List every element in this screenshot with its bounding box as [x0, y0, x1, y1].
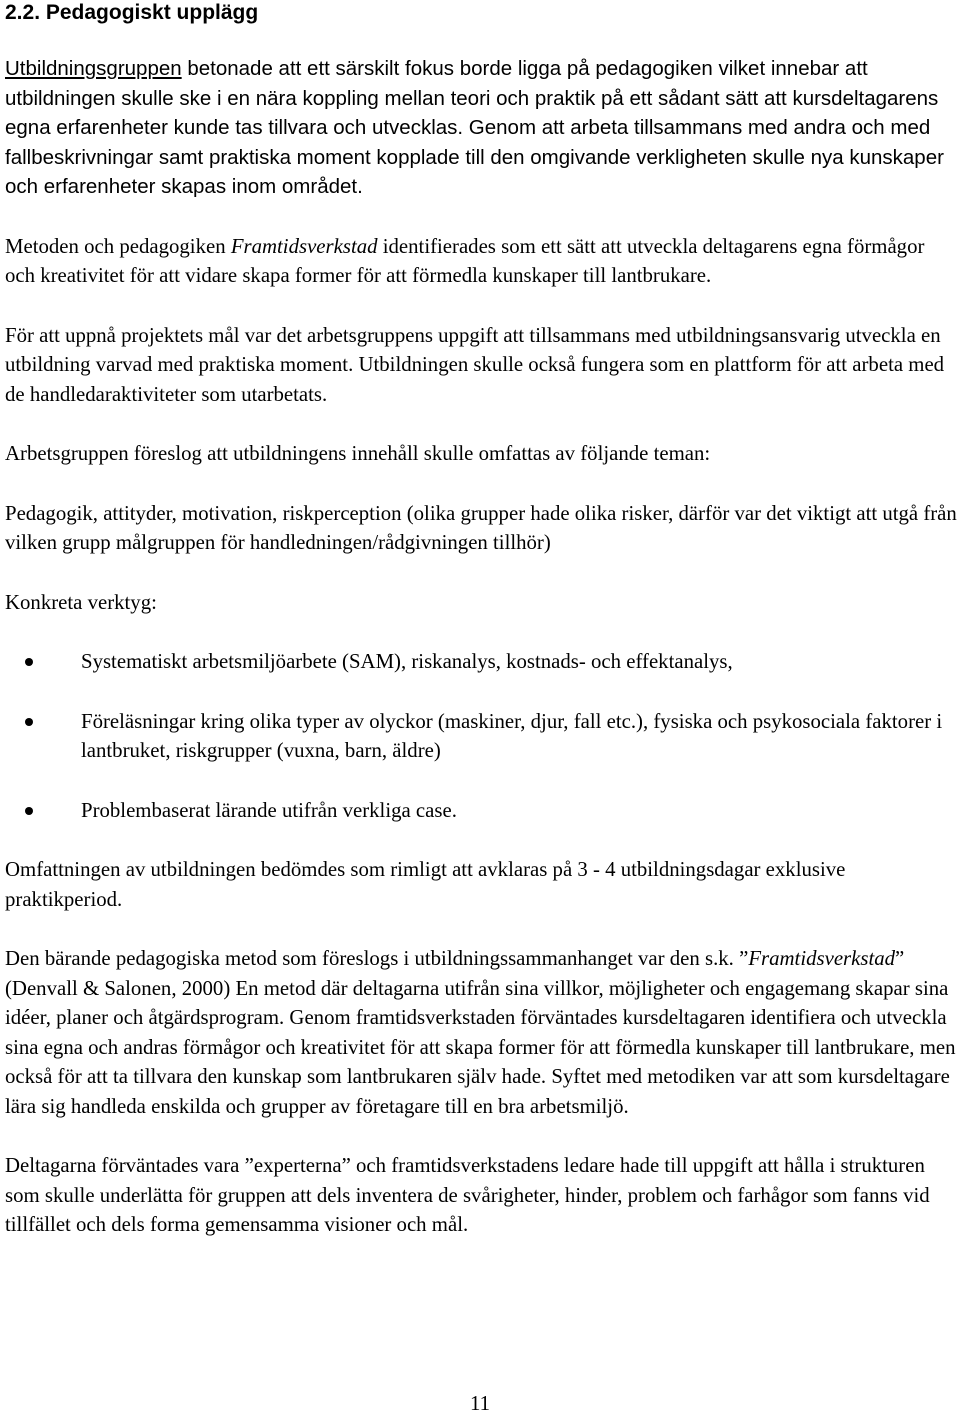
paragraph-method-text-b: identifierades som ett sätt att utveckla deltagarens egna förmågor och kreativitet för att vidare skapa former för att förmedla kunskaper till lantbrukare. — [5, 234, 925, 287]
paragraph-tools-label: Konkreta verktyg: — [5, 590, 157, 614]
paragraph-intro-text: betonade att ett särskilt fokus borde ligga på pedagogiken vilket innebar att utbildningen skulle ske i en nära koppling mellan teori och praktik på ett sådant sätt att kursdeltagarens egna erfarenheter kunde tas tillvara och utvecklas. Genom att arbeta tillsammans med andra och med fallbeskrivningar samt praktiska moment kopplade till den omgivande verkligheten skulle nya kunskaper och erfarenheter skapas inom området. — [5, 57, 944, 198]
bullet-icon — [25, 807, 33, 815]
paragraph-scope: Omfattningen av utbildningen bedömdes som rimligt att avklaras på 3 - 4 utbildningsdagar exklusive praktikperiod. — [5, 858, 846, 911]
list-item — [5, 647, 957, 677]
list-item-text: Systematiskt arbetsmiljöarbete (SAM), riskanalys, kostnads- och effektanalys, — [81, 650, 733, 673]
paragraph-participants: Deltagarna förväntades vara ”experterna” och framtidsverkstadens ledare hade till uppgift att hålla i strukturen som skulle underlätta för gruppen att dels inventera de svårigheter, hinder, problem och farhågor som fanns vid tillfället och dels forma gemensamma visioner och mål. — [5, 1154, 930, 1236]
list-item-text: Problembaserat lärande utifrån verkliga case. — [81, 798, 457, 822]
method-name: Framtidsverkstad — [230, 234, 378, 258]
list-item-text: Föreläsningar kring olika typer av olyckor (maskiner, djur, fall etc.), fysiska och psykosociala faktorer i lantbruket, riskgrupper (vuxna, barn, äldre) — [81, 709, 943, 762]
list-item — [5, 796, 957, 826]
list-item — [5, 707, 957, 766]
paragraph-method — [5, 232, 957, 291]
tools-list — [5, 647, 957, 825]
paragraph-pedagogy-text-a: Den bärande pedagogiska metod som föreslogs i utbildningssammanhanget var den s.k. ” — [5, 947, 749, 970]
paragraph-intro — [5, 54, 957, 202]
paragraph-goal: För att uppnå projektets mål var det arbetsgruppens uppgift att tillsammans med utbildningsansvarig utveckla en utbildning varvad med praktiska moment. Utbildningen skulle också fungera som en plattform för att arbeta med de handledaraktiviteter som utarbetats. — [5, 323, 945, 406]
document-page — [5, 0, 957, 1240]
bullet-icon — [25, 718, 33, 726]
section-heading: 2.2. Pedagogiskt upplägg — [5, 1, 259, 24]
page-number: 11 — [469, 1392, 491, 1415]
paragraph-pedagogy-text-b: ” (Denvall & Salonen, 2000) En metod där deltagarna utifrån sina villkor, möjligheter och engagemang skapar sina idéer, planer och åtgärdsprogram. Genom framtidsverkstaden förväntades kursdeltagaren identifiera och utveckla sina egna och andras förmågor och kreativitet för att skapa former för att förmedla kunskaper till lantbrukare, men också för att ta tillvara den kunskap som lantbrukaren själv hade. Syftet med metodiken var att som kursdeltagare lära sig handleda enskilda och grupper av företagare till en bra arbetsmiljö. — [5, 947, 956, 1118]
paragraph-themes: Pedagogik, attityder, motivation, riskperception (olika grupper hade olika risker, därför var det viktigt att utgå från vilken grupp målgruppen för handledningen/rådgivningen tillhör) — [5, 501, 957, 554]
bullet-icon — [25, 658, 33, 666]
paragraph-themes-intro: Arbetsgruppen föreslog att utbildningens innehåll skulle omfattas av följande teman: — [5, 442, 711, 465]
paragraph-method-text-a: Metoden och pedagogiken — [5, 234, 231, 258]
method-name: Framtidsverkstad — [748, 947, 896, 970]
paragraph-pedagogy — [5, 944, 957, 1121]
underlined-term: Utbildningsgruppen — [5, 57, 182, 80]
